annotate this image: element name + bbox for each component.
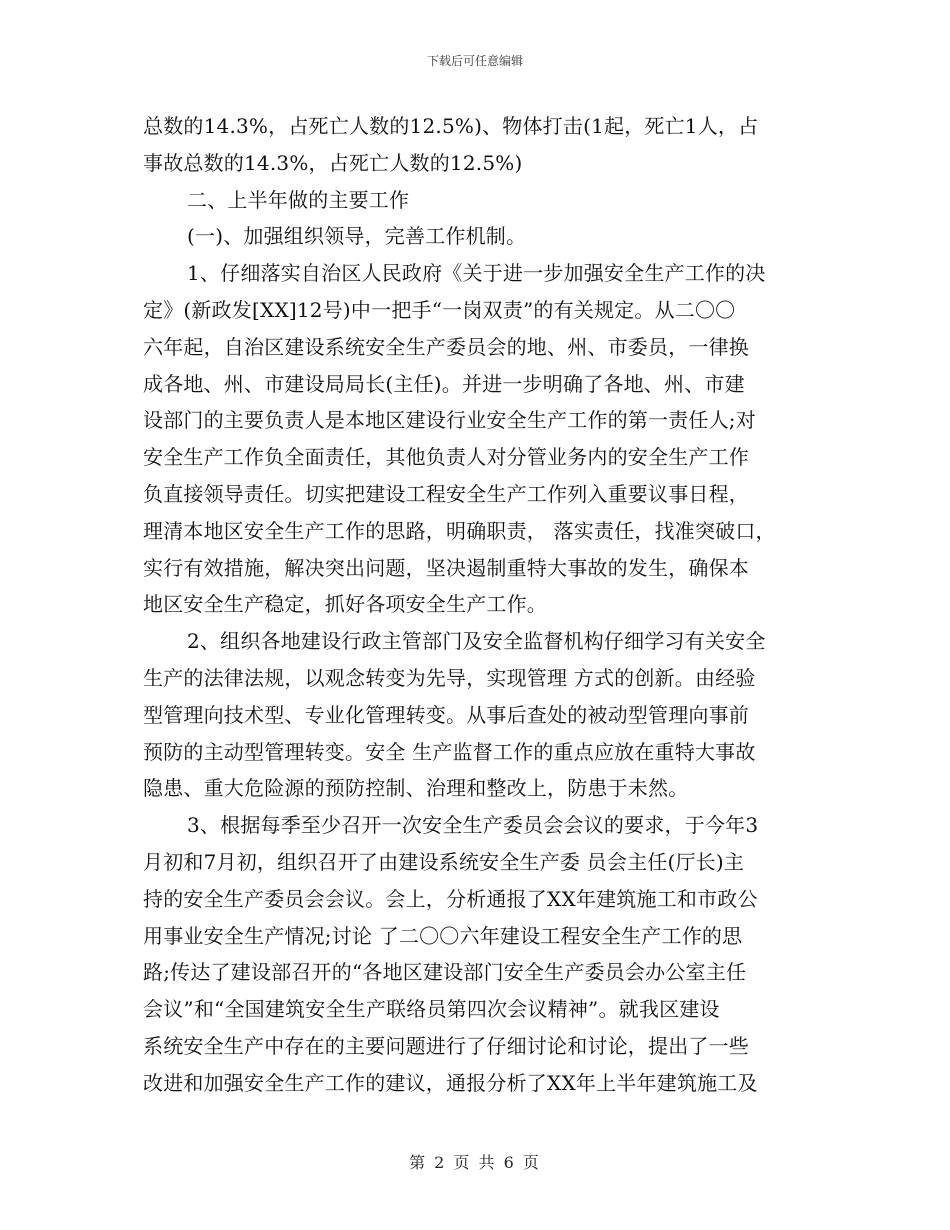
body-line: 3、根据每季至少召开一次安全生产委员会会议的要求，于今年3 (187, 813, 759, 838)
section-heading: 二、上半年做的主要工作 (187, 187, 410, 212)
body-line: 月初和7月初，组织召开了由建设系统安全生产委 员会主任(厅长)主 (143, 849, 745, 874)
body-line: 成各地、州、市建设局局长(主任)。并进一步明确了各地、州、市建 (143, 371, 745, 396)
body-line: 定》(新政发[XX]12号)中一把手“一岗双责”的有关规定。从二〇〇 (143, 297, 736, 322)
body-line: 预防的主动型管理转变。安全 生产监督工作的重点应放在重特大事故 (143, 739, 756, 764)
body-line: 事故总数的14.3%，占死亡人数的12.5%) (143, 150, 523, 175)
body-line: 路;传达了建设部召开的“各地区建设部门安全生产委员会办公室主任 (143, 960, 747, 985)
body-line: 实行有效措施，解决突出问题，坚决遏制重特大事故的发生，确保本 (143, 555, 749, 580)
body-line: 2、组织各地建设行政主管部门及安全监督机构仔细学习有关安全 (187, 629, 766, 654)
page-header-note: 下载后可任意编辑 (426, 54, 523, 68)
body-line: 总数的14.3%，占死亡人数的12.5%)、物体打击(1起，死亡1人，占 (143, 114, 759, 138)
body-line: 生产的法律法规，以观念转变为先导，实现管理 方式的创新。由经验 (143, 665, 756, 690)
body-line: 型管理向技术型、专业化管理转变。从事后查处的被动型管理向事前 (143, 702, 749, 727)
body-line: 理清本地区安全生产工作的思路，明确职责， 落实责任，找准突破口， (143, 518, 776, 543)
body-line: 持的安全生产委员会会议。会上，分析通报了XX年建筑施工和市政公 (143, 886, 758, 911)
body-line: 安全生产工作负全面责任，其他负责人对分管业务内的安全生产工作 (143, 445, 749, 470)
body-line: 设部门的主要负责人是本地区建设行业安全生产工作的第一责任人;对 (143, 408, 756, 433)
body-line: 六年起，自治区建设系统安全生产委员会的地、州、市委员，一律换 (143, 334, 749, 359)
body-line: 会议”和“全国建筑安全生产联络员第四次会议精神”。就我区建设 (143, 997, 720, 1022)
body-line: 1、仔细落实自治区人民政府《关于进一步加强安全生产工作的决 (187, 261, 766, 286)
body-line: 改进和加强安全生产工作的建议，通报分析了XX年上半年建筑施工及 (143, 1070, 758, 1095)
body-line: 用事业安全生产情况;讨论 了二〇〇六年建设工程安全生产工作的思 (143, 923, 743, 948)
page-number-footer: 第 2 页 共 6 页 (409, 1153, 541, 1172)
body-line: 负直接领导责任。切实把建设工程安全生产工作列入重要议事日程， (143, 481, 749, 506)
body-line: 系统安全生产中存在的主要问题进行了仔细讨论和讨论，提出了一些 (143, 1033, 749, 1058)
body-line: 隐患、重大危险源的预防控制、治理和整改上，防患于未然。 (143, 776, 689, 801)
document-body (143, 108, 823, 1102)
body-line: 地区安全生产稳定，抓好各项安全生产工作。 (143, 592, 547, 617)
subsection-heading: (一)、加强组织领导，完善工作机制。 (187, 224, 527, 249)
